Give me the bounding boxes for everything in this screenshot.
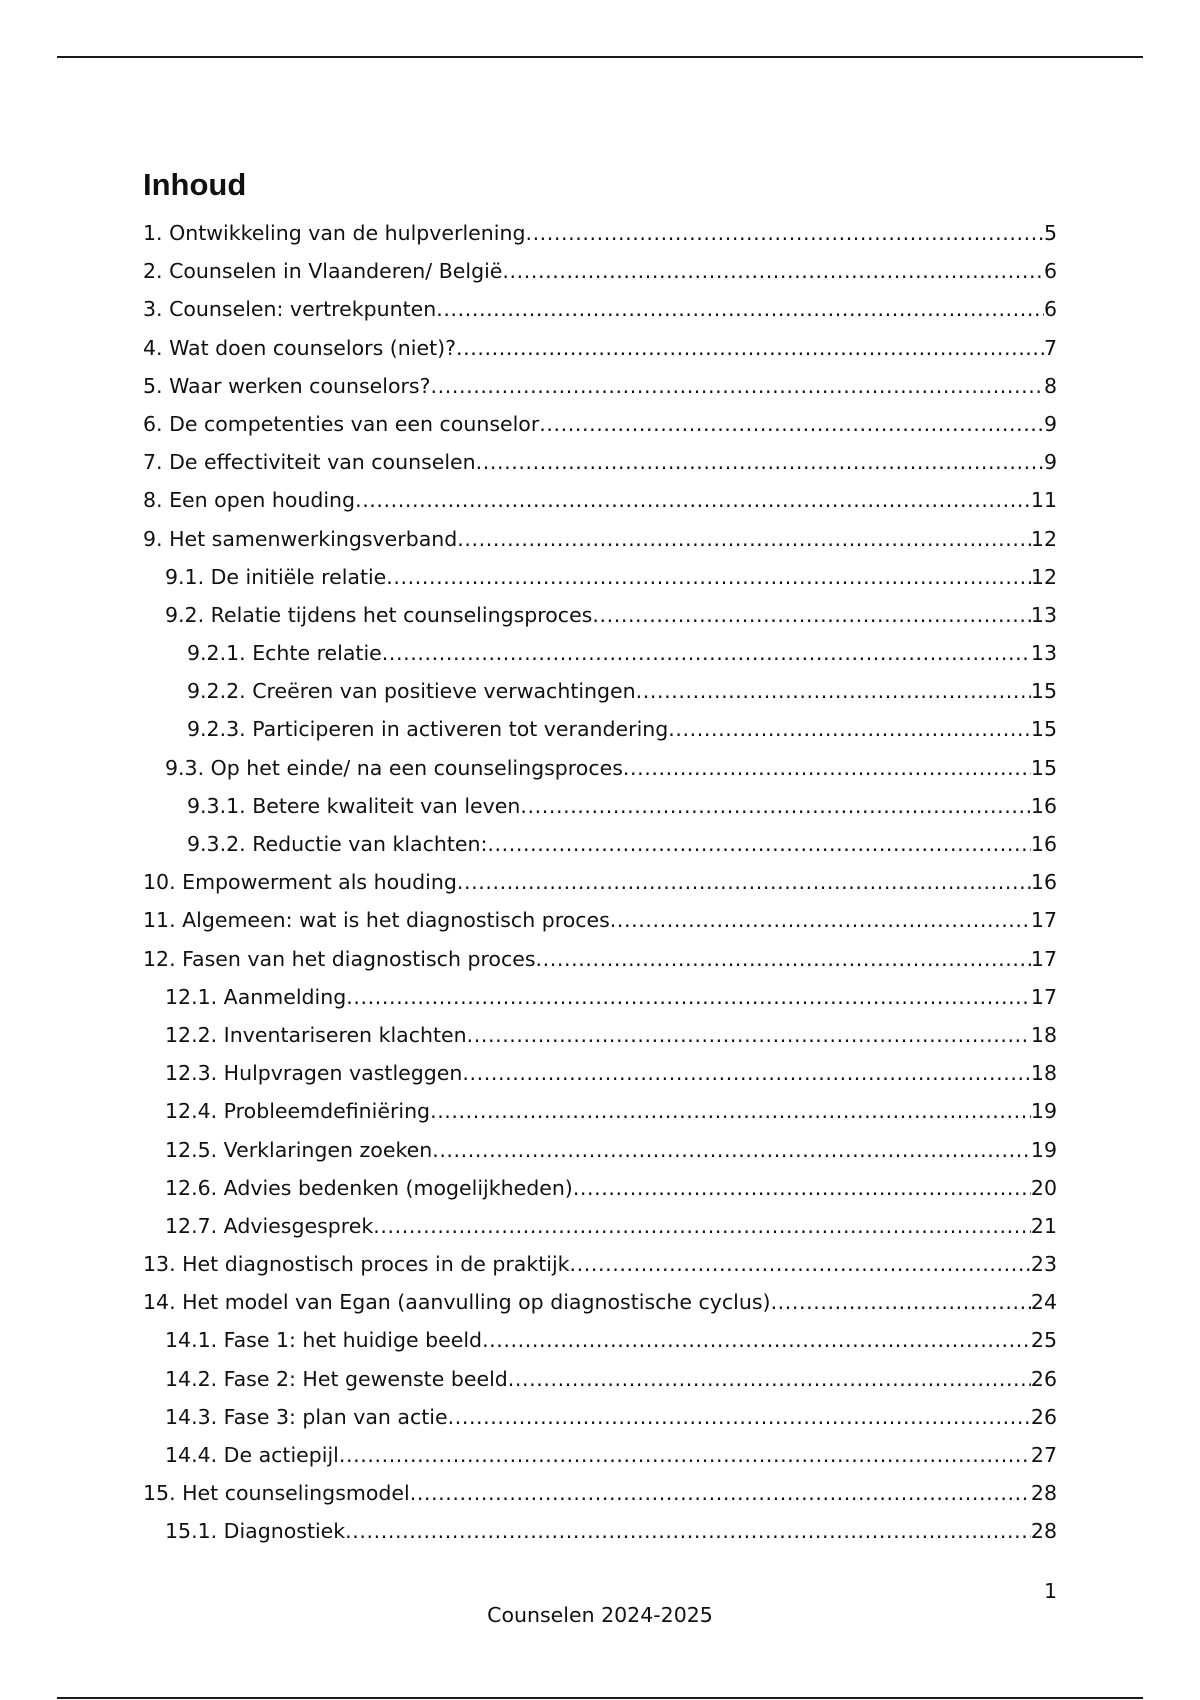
toc-entry-title: 8. Een open houding [143, 488, 356, 513]
toc-entry-title: 12.7. Adviesgesprek [165, 1213, 374, 1238]
toc-entry-page: 17 [1030, 946, 1057, 971]
toc-entry[interactable] [143, 600, 1057, 638]
toc-entry-page: 17 [1030, 908, 1057, 933]
toc-entry[interactable] [143, 1211, 1057, 1249]
toc-entry[interactable] [143, 1173, 1057, 1211]
toc-entry-title: 3. Counselen: vertrekpunten [143, 297, 437, 322]
toc-entry-title: 12.1. Aanmelding [165, 984, 347, 1009]
toc-entry-title: 9.3. Op het einde/ na een counselingsproces [165, 755, 623, 780]
toc-entry-title: 14.1. Fase 1: het huidige beeld [165, 1328, 483, 1353]
toc-entry-title: 9.2.1. Echte relatie [187, 641, 382, 666]
toc-dot-leader [339, 1440, 1031, 1470]
toc-entry-title: 9.3.2. Reductie van klachten: [187, 832, 488, 856]
toc-entry-title: 9.2.2. Creëren van positieve verwachtingen [187, 679, 636, 704]
toc-entry-title: 9.2.3. Participeren in activeren tot verandering [187, 717, 669, 742]
toc-entry-page: 24 [1030, 1290, 1057, 1315]
toc-dot-leader [482, 1325, 1031, 1355]
toc-entry-page: 26 [1030, 1404, 1057, 1429]
toc-entry-title: 12.2. Inventariseren klachten [165, 1022, 467, 1047]
toc-dot-leader [487, 829, 1030, 859]
toc-entry-page: 16 [1030, 832, 1057, 856]
toc-entry-page: 7 [1043, 335, 1057, 360]
toc-entry-page: 16 [1030, 793, 1057, 818]
toc-entry-title: 1. Ontwikkeling van de hulpverlening [143, 221, 526, 245]
toc-entry-title: 11. Algemeen: wat is het diagnostisch proces [143, 908, 610, 933]
toc-entry-page: 15 [1030, 679, 1057, 704]
toc-entry[interactable] [143, 371, 1057, 409]
toc-entry[interactable] [143, 638, 1057, 676]
toc-entry-title: 7. De effectiviteit van counselen [143, 450, 476, 475]
toc-entry-title: 5. Waar werken counselors? [143, 373, 431, 398]
toc-entry-page: 17 [1030, 984, 1057, 1009]
toc-entry-page: 19 [1030, 1137, 1057, 1162]
toc-entry[interactable] [143, 485, 1057, 523]
toc-entry[interactable] [143, 1020, 1057, 1058]
toc-entry[interactable] [143, 333, 1057, 371]
toc-dot-leader [410, 1478, 1031, 1508]
toc-entry-title: 12.4. Probleemdefiniëring [165, 1099, 431, 1124]
toc-entry-page: 8 [1043, 373, 1057, 398]
toc-dot-leader [346, 982, 1031, 1012]
toc-entry[interactable] [143, 447, 1057, 485]
toc-entry-title: 12.3. Hulpvragen vastleggen [165, 1061, 463, 1086]
toc-entry-title: 4. Wat doen counselors (niet)? [143, 335, 456, 360]
toc-entry[interactable] [143, 905, 1057, 943]
toc-entry-page: 18 [1030, 1061, 1057, 1086]
toc-entry-title: 14.3. Fase 3: plan van actie [165, 1404, 448, 1429]
toc-dot-leader [525, 218, 1044, 248]
toc-entry-page: 27 [1030, 1443, 1057, 1467]
toc-dot-leader [502, 256, 1044, 286]
toc-heading: Inhoud [143, 167, 247, 202]
toc-entry-page: 6 [1043, 259, 1057, 284]
toc-entry-page: 21 [1030, 1213, 1057, 1238]
toc-dot-leader [536, 944, 1031, 974]
toc-entry[interactable] [143, 791, 1057, 829]
toc-entry[interactable] [143, 1402, 1057, 1440]
toc-dot-leader [771, 1287, 1031, 1317]
toc-entry-title: 15. Het counselingsmodel [143, 1481, 410, 1506]
toc-entry-page: 9 [1043, 411, 1057, 436]
toc-entry[interactable] [143, 524, 1057, 562]
toc-dot-leader [508, 1364, 1031, 1394]
toc-dot-leader [592, 600, 1031, 630]
toc-entry-page: 15 [1030, 755, 1057, 780]
toc-dot-leader [432, 1135, 1031, 1165]
toc-dot-leader [373, 1211, 1031, 1241]
toc-dot-leader [623, 753, 1031, 783]
header-rule [57, 56, 1143, 58]
toc-entry[interactable] [143, 1440, 1057, 1478]
toc-entry[interactable] [143, 867, 1057, 905]
toc-entry-title: 14. Het model van Egan (aanvulling op diagnostische cyclus) [143, 1290, 771, 1315]
footer-rule [57, 1697, 1143, 1699]
toc-entry[interactable] [143, 1516, 1057, 1554]
toc-dot-leader [448, 1402, 1031, 1432]
toc-entry[interactable] [143, 714, 1057, 752]
toc-entry-page: 13 [1030, 602, 1057, 627]
toc-dot-leader [610, 905, 1031, 935]
toc-entry-page: 18 [1030, 1022, 1057, 1047]
toc-entry-page: 23 [1030, 1252, 1057, 1277]
toc-entry[interactable] [143, 944, 1057, 982]
toc-entry[interactable] [143, 294, 1057, 332]
toc-entry[interactable] [143, 1364, 1057, 1402]
toc-entry-page: 16 [1030, 870, 1057, 895]
toc-entry-page: 20 [1030, 1175, 1057, 1200]
table-of-contents [143, 218, 1057, 1555]
toc-entry-title: 9.3.1. Betere kwaliteit van leven [187, 793, 521, 818]
toc-entry-page: 13 [1030, 641, 1057, 666]
toc-dot-leader [462, 1058, 1031, 1088]
toc-entry[interactable] [143, 218, 1057, 256]
toc-entry-page: 25 [1030, 1328, 1057, 1353]
toc-entry-title: 12.5. Verklaringen zoeken [165, 1137, 433, 1162]
toc-entry-title: 13. Het diagnostisch proces in de praktijk [143, 1252, 570, 1277]
toc-entry[interactable] [143, 753, 1057, 791]
toc-entry[interactable] [143, 1249, 1057, 1287]
toc-entry-page: 12 [1030, 526, 1057, 551]
toc-dot-leader [386, 562, 1031, 592]
toc-dot-leader [668, 714, 1031, 744]
page-number: 1 [1043, 1579, 1057, 1603]
toc-dot-leader [636, 676, 1031, 706]
toc-entry-page: 11 [1030, 488, 1057, 513]
toc-entry[interactable] [143, 1478, 1057, 1516]
toc-dot-leader [436, 294, 1044, 324]
toc-dot-leader [345, 1516, 1031, 1546]
toc-entry[interactable] [143, 1287, 1057, 1325]
toc-entry[interactable] [143, 1325, 1057, 1363]
toc-dot-leader [457, 524, 1031, 554]
toc-dot-leader [573, 1173, 1031, 1203]
toc-entry-page: 28 [1030, 1519, 1057, 1544]
toc-dot-leader [430, 1096, 1031, 1126]
toc-entry[interactable] [143, 982, 1057, 1020]
toc-dot-leader [570, 1249, 1031, 1279]
toc-entry[interactable] [143, 409, 1057, 447]
toc-dot-leader [520, 791, 1031, 821]
toc-entry[interactable] [143, 1135, 1057, 1173]
toc-entry[interactable] [143, 1096, 1057, 1134]
toc-entry-page: 12 [1030, 564, 1057, 589]
toc-dot-leader [382, 638, 1031, 668]
toc-entry-title: 14.4. De actiepijl [165, 1443, 339, 1467]
toc-entry-page: 15 [1030, 717, 1057, 742]
footer-text: Counselen 2024-2025 [487, 1603, 713, 1627]
toc-entry[interactable] [143, 1058, 1057, 1096]
toc-entry[interactable] [143, 256, 1057, 294]
toc-dot-leader [456, 333, 1044, 363]
toc-dot-leader [476, 447, 1044, 477]
toc-dot-leader [355, 485, 1031, 515]
toc-entry-title: 2. Counselen in Vlaanderen/ België [143, 259, 503, 284]
toc-entry-title: 9. Het samenwerkingsverband [143, 526, 458, 551]
toc-dot-leader [457, 867, 1031, 897]
toc-entry-title: 12. Fasen van het diagnostisch proces [143, 946, 536, 971]
toc-entry-page: 19 [1030, 1099, 1057, 1124]
toc-entry-title: 14.2. Fase 2: Het gewenste beeld [165, 1366, 508, 1391]
toc-entry-page: 5 [1043, 221, 1057, 245]
toc-entry-page: 9 [1043, 450, 1057, 475]
toc-entry-title: 10. Empowerment als houding [143, 870, 457, 895]
toc-entry-title: 9.1. De initiële relatie [165, 564, 387, 589]
toc-entry[interactable] [143, 829, 1057, 867]
toc-entry[interactable] [143, 676, 1057, 714]
toc-dot-leader [431, 371, 1044, 401]
toc-entry-title: 9.2. Relatie tijdens het counselingsproces [165, 602, 593, 627]
toc-entry-title: 6. De competenties van een counselor [143, 411, 540, 436]
toc-entry-title: 15.1. Diagnostiek [165, 1519, 346, 1544]
toc-entry-title: 12.6. Advies bedenken (mogelijkheden) [165, 1175, 573, 1200]
toc-dot-leader [467, 1020, 1031, 1050]
toc-entry-page: 6 [1043, 297, 1057, 322]
toc-entry-page: 28 [1030, 1481, 1057, 1506]
toc-entry[interactable] [143, 562, 1057, 600]
toc-dot-leader [539, 409, 1044, 439]
toc-entry-page: 26 [1030, 1366, 1057, 1391]
